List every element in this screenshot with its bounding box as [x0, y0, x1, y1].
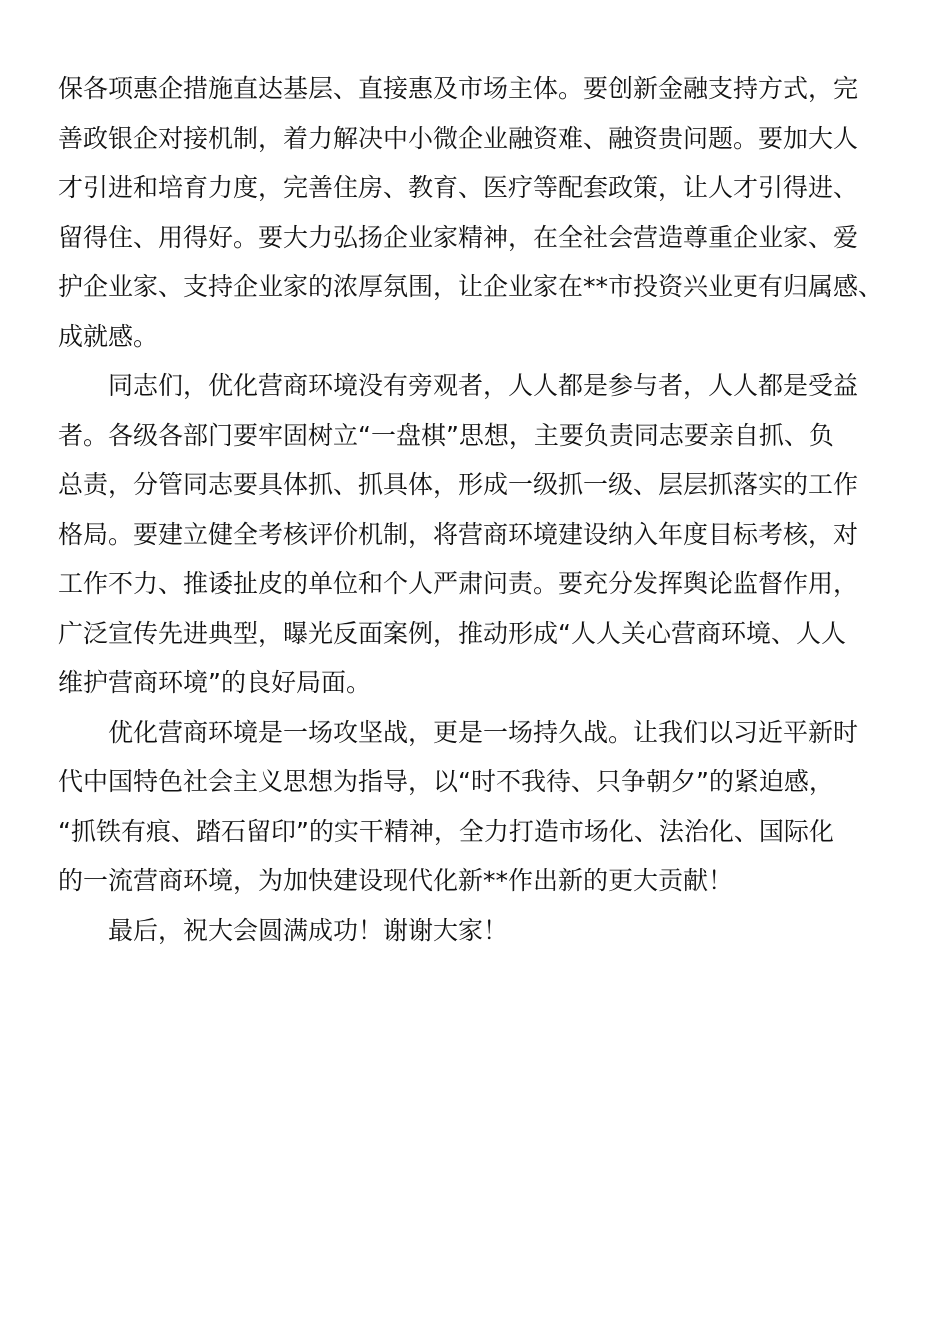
text-line: 总责，分管同志要具体抓、抓具体，形成一级抓一级、层层抓落实的工作: [58, 470, 859, 499]
paragraph: [58, 906, 898, 956]
text-line: 最后，祝大会圆满成功！谢谢大家！: [108, 915, 509, 945]
text-line: 的一流营商环境，为加快建设现代化新**作出新的更大贡献！: [58, 866, 734, 895]
paragraph: [58, 361, 898, 708]
text-line: 维护营商环境”的良好局面。: [58, 668, 371, 697]
text-line: “抓铁有痕、踏石留印”的实干精神，全力打造市场化、法治化、国际化: [58, 816, 834, 846]
text-line: 留得住、用得好。要大力弘扬企业家精神，在全社会营造尊重企业家、爱: [58, 222, 859, 252]
text-line: 工作不力、推诿扯皮的单位和个人严肃问责。要充分发挥舆论监督作用，: [58, 569, 859, 598]
text-line: 代中国特色社会主义思想为指导，以“时不我待、只争朝夕”的紧迫感，: [58, 767, 834, 796]
text-line: 善政银企对接机制，着力解决中小微企业融资难、融资贵问题。要加大人: [58, 123, 859, 153]
text-line: 保各项惠企措施直达基层、直接惠及市场主体。要创新金融支持方式，完: [58, 74, 859, 103]
document-body: [58, 64, 898, 955]
text-line: 优化营商环境是一场攻坚战，更是一场持久战。让我们以习近平新时: [108, 717, 859, 747]
text-line: 者。各级各部门要牢固树立“一盘棋”思想，主要负责同志要亲自抓、负: [58, 420, 834, 450]
text-line: 护企业家、支持企业家的浓厚氛围，让企业家在**市投资兴业更有归属感、: [58, 272, 884, 301]
text-line: 同志们，优化营商环境没有旁观者，人人都是参与者，人人都是受益: [108, 371, 859, 400]
text-line: 广泛宣传先进典型，曝光反面案例，推动形成“人人关心营商环境、人人: [58, 618, 846, 648]
text-line: 才引进和培育力度，完善住房、教育、医疗等配套政策，让人才引得进、: [58, 173, 859, 202]
paragraph: [58, 64, 898, 361]
text-line: 格局。要建立健全考核评价机制，将营商环境建设纳入年度目标考核，对: [58, 519, 859, 549]
text-line: 成就感。: [58, 321, 159, 351]
paragraph: [58, 708, 898, 906]
